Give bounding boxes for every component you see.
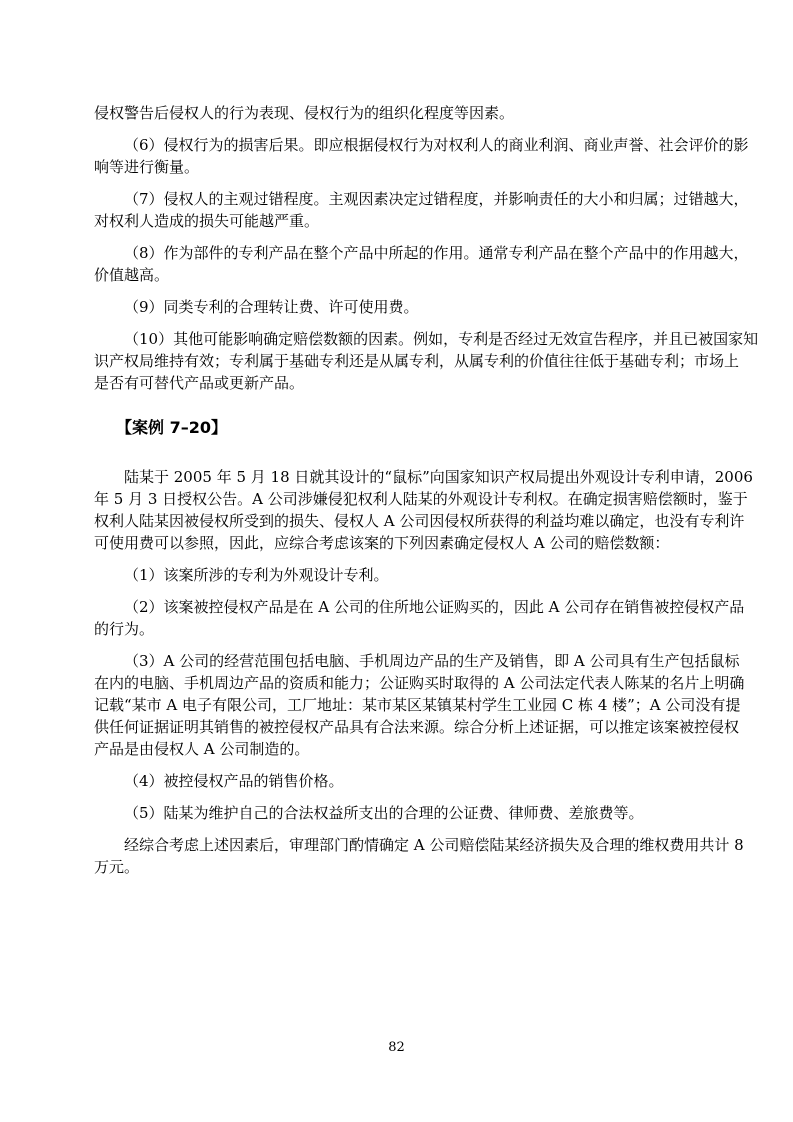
- text-line: 产品是由侵权人 A 公司制造的。: [94, 740, 310, 758]
- case-factor-3: [94, 650, 745, 760]
- text-line: 识产权局维持有效；专利属于基础专利还是从属专利，从属专利的价值往往低于基础专利；市场上: [94, 352, 740, 370]
- text-line: （7）侵权人的主观过错程度。主观因素决定过错程度，并影响责任的大小和归属；过错越大，: [124, 190, 749, 208]
- page-number: 82: [388, 1040, 405, 1055]
- factor-list: [94, 102, 759, 394]
- factor-7: [94, 188, 749, 232]
- text-line: 经综合考虑上述因素后，审理部门酌情确定 A 公司赔偿陆某经济损失及合理的维权费用共计 8: [124, 836, 744, 854]
- case-factor-1: [94, 564, 698, 586]
- text-line: （9）同类专利的合理转让费、许可使用费。: [124, 298, 419, 316]
- factor-8: [94, 242, 749, 286]
- text-line: 响等进行衡量。: [94, 158, 200, 176]
- text-line: 权利人陆某因被侵权所受到的损失、侵权人 A 公司因侵权所获得的利益均难以确定，也没有专利许: [94, 512, 745, 530]
- text-line: 是否有可替代产品或更新产品。: [94, 374, 305, 392]
- text-line: 供任何证据证明其销售的被控侵权产品具有合法来源。综合分析上述证据，可以推定该案被控侵权: [94, 718, 740, 736]
- case-factor-5: [94, 802, 698, 824]
- text-line: （10）其他可能影响确定赔偿数额的因素。例如，专利是否经过无效宣告程序，并且已被国家知: [124, 330, 759, 348]
- text-line: （6）侵权行为的损害后果。即应根据侵权行为对权利人的商业利润、商业声誉、社会评价的影: [124, 136, 749, 154]
- factor-10: [94, 328, 759, 394]
- case-heading: 【案例 7–20】: [116, 418, 227, 437]
- text-line: 对权利人造成的损失可能越严重。: [94, 212, 320, 230]
- text-line: （5）陆某为维护自己的合法权益所支出的合理的公证费、律师费、差旅费等。: [124, 804, 644, 822]
- case-factor-2: [94, 596, 745, 640]
- case-body: [94, 466, 753, 878]
- text-line: 记载“某市 A 电子有限公司，工厂地址：某市某区某镇某村学生工业园 C 栋 4 楼”；A 公司没有提: [94, 696, 741, 714]
- text-line: （2）该案被控侵权产品是在 A 公司的住所地公证购买的，因此 A 公司存在销售被控侵权产品: [124, 598, 745, 616]
- case-factor-4: [94, 770, 698, 792]
- page-body: [94, 102, 759, 878]
- text-line: 万元。: [94, 858, 140, 876]
- case-conclusion: [94, 834, 744, 878]
- text-line: 价值越高。: [94, 266, 170, 284]
- text-line: （4）被控侵权产品的销售价格。: [124, 772, 344, 790]
- text-line: （3）A 公司的经营范围包括电脑、手机周边产品的生产及销售，即 A 公司具有生产包括鼠标: [124, 652, 740, 670]
- text-line: 可使用费可以参照，因此，应综合考虑该案的下列因素确定侵权人 A 公司的赔偿数额：: [94, 534, 670, 552]
- text-line: 陆某于 2005 年 5 月 18 日就其设计的“鼠标”向国家知识产权局提出外观设计专利申请，2006: [124, 468, 753, 486]
- text-line: 侵权警告后侵权人的行为表现、侵权行为的组织化程度等因素。: [94, 104, 515, 122]
- text-line: （8）作为部件的专利产品在整个产品中所起的作用。通常专利产品在整个产品中的作用越大，: [124, 244, 749, 262]
- text-line: （1）该案所涉的专利为外观设计专利。: [124, 566, 389, 584]
- factor-6: [94, 134, 749, 178]
- case-intro: [94, 466, 753, 554]
- factor-5-tail: [94, 102, 698, 124]
- text-line: 年 5 月 3 日授权公告。A 公司涉嫌侵犯权利人陆某的外观设计专利权。在确定损害赔偿额时，鉴于: [94, 490, 748, 508]
- text-line: 在内的电脑、手机周边产品的资质和能力；公证购买时取得的 A 公司法定代表人陈某的名片上明确: [94, 674, 745, 692]
- factor-9: [94, 296, 698, 318]
- text-line: 的行为。: [94, 620, 155, 638]
